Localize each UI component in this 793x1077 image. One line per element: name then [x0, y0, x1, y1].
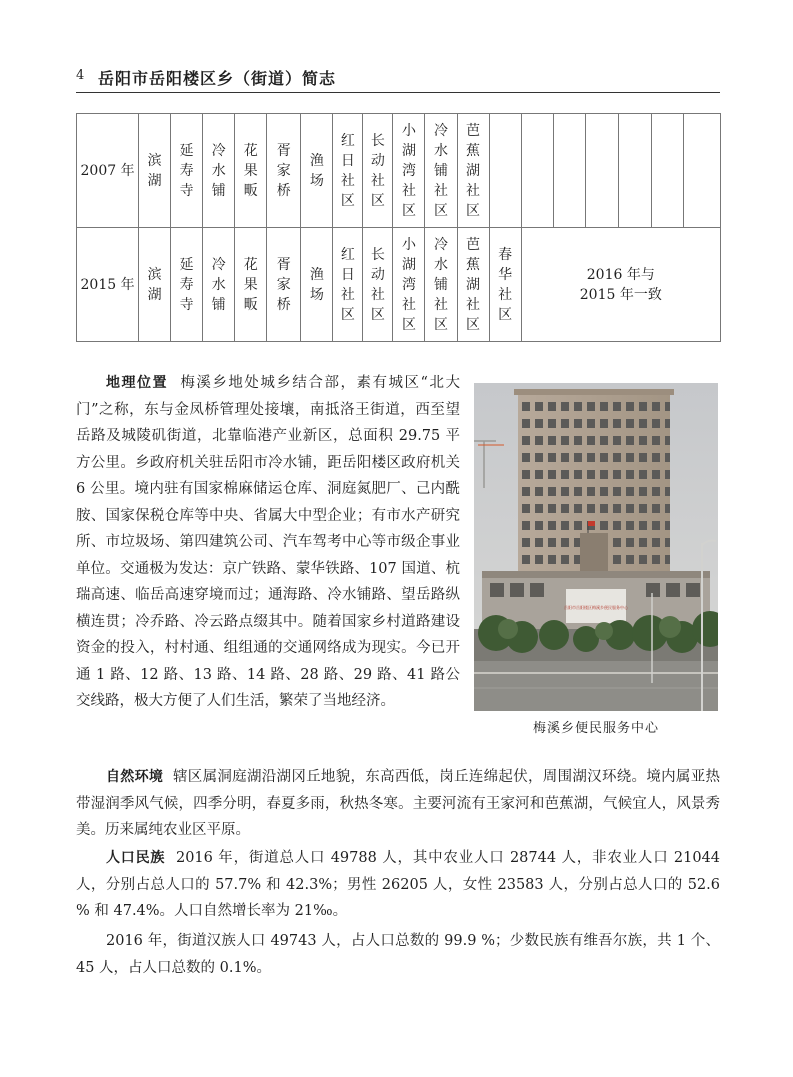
- table-cell: 渔场: [301, 114, 333, 228]
- table-cell: 延寿寺: [171, 114, 203, 228]
- note-line: 2015 年一致: [579, 286, 662, 303]
- table-cell: 冷水铺: [203, 228, 235, 342]
- table-cell: 花果畈: [235, 228, 267, 342]
- table-cell: 胥家桥: [267, 114, 301, 228]
- table-cell: [489, 114, 521, 228]
- population-paragraph: [76, 845, 720, 925]
- table-cell: 渔场: [301, 228, 333, 342]
- nature-paragraph: [76, 764, 720, 844]
- table-cell: 小湖湾社区: [393, 114, 425, 228]
- table-cell: 红日社区: [333, 228, 363, 342]
- photo-illustration: [474, 383, 718, 711]
- table-cell: 滨湖: [139, 114, 171, 228]
- table-cell: [683, 114, 720, 228]
- table-cell: 冷水铺社区: [425, 114, 457, 228]
- section-heading: 地理位置: [106, 375, 169, 391]
- table-cell: 冷水铺: [203, 114, 235, 228]
- ethnicity-paragraph: 2016 年，街道汉族人口 49743 人，占人口总数的 99.9 %；少数民族有维吾尔族，共 1 个、45 人，占人口总数的 0.1%。: [76, 933, 720, 976]
- book-title: 岳阳市岳阳楼区乡（街道）简志: [98, 69, 337, 88]
- photo-sign-text: 岳阳市岳阳楼区梅溪乡便民服务中心: [564, 605, 628, 610]
- section-heading: 自然环境: [106, 769, 164, 785]
- paragraph-text: 2016 年，街道总人口 49788 人，其中农业人口 28744 人，非农业人口 21044 人，分别占总人口的 57.7% 和 42.3%；男性 26205 人，女性 23583 人，分别占总人口的 52.6 % 和 47.4%。人口自然增长率为 21‰。: [76, 850, 721, 919]
- table-cell: 胥家桥: [267, 228, 301, 342]
- year-cell: 2015 年: [77, 228, 139, 342]
- table-cell: 延寿寺: [171, 228, 203, 342]
- table-cell: 红日社区: [333, 114, 363, 228]
- table-cell: 长动社区: [363, 114, 393, 228]
- table-cell: 长动社区: [363, 228, 393, 342]
- photo-caption: 梅溪乡便民服务中心: [532, 721, 659, 736]
- table-cell: [553, 114, 585, 228]
- year-cell: 2007 年: [77, 114, 139, 228]
- admin-division-table: [76, 113, 721, 342]
- paragraph-text: 梅溪乡地处城乡结合部，素有城区“北大门”之称，东与金凤桥管理处接壤，南抵洛王街道，西至望岳路及城陵矶街道，北靠临港产业新区，总面积 29.75 平方公里。乡政府机关驻岳阳市冷水铺，距岳阳楼区政府机关 6 公里。境内驻有国家棉麻储运仓库、洞庭氮肥厂、己内酰胺、国家保税仓库等中央、省属大中型企业；有市水产研究所、市垃圾场、第四建筑公司、汽车驾考中心等市级企事业单位。交通极为发达：京广铁路、蒙华铁路、107 国道、杭瑞高速、临岳高速穿境而过；通海路、冷水铺路、望岳路纵横连贯；冷乔路、冷云路点缀其中。随着国家乡村道路建设资金的投入，村村通、组组通的交通网络成为现实。今已开通 1 路、12 路、13 路、14 路、28 路、29 路、41 路公交线路，极大方便了人们生活，繁荣了当地经济。: [76, 375, 460, 709]
- table-cell: 花果畈: [235, 114, 267, 228]
- table-cell: 小湖湾社区: [393, 228, 425, 342]
- table-cell: 芭蕉湖社区: [457, 228, 489, 342]
- section-heading: 人口民族: [106, 850, 166, 866]
- table-cell: 冷水铺社区: [425, 228, 457, 342]
- table-cell: 芭蕉湖社区: [457, 114, 489, 228]
- running-header: [76, 66, 720, 93]
- page-number: 4: [76, 68, 85, 83]
- geo-paragraph: [76, 370, 460, 715]
- building-photo: [474, 383, 718, 711]
- table-cell: [651, 114, 683, 228]
- table-cell: 滨湖: [139, 228, 171, 342]
- table-row: [77, 228, 721, 342]
- note-line: 2016 年与: [586, 266, 655, 283]
- table-row: [77, 114, 721, 228]
- table-cell: [618, 114, 651, 228]
- table-cell: 春华社区: [489, 228, 521, 342]
- table-cell: [585, 114, 618, 228]
- paragraph-text: 辖区属洞庭湖沿湖冈丘地貌，东高西低，岗丘连绵起伏，周围湖汉环绕。境内属亚热带湿润季风气候，四季分明，春夏多雨，秋热冬寒。主要河流有王家河和芭蕉湖，气候宜人，风景秀美。历来属纯农业区平原。: [76, 769, 721, 838]
- table-cell: [521, 114, 553, 228]
- note-cell: [521, 228, 720, 342]
